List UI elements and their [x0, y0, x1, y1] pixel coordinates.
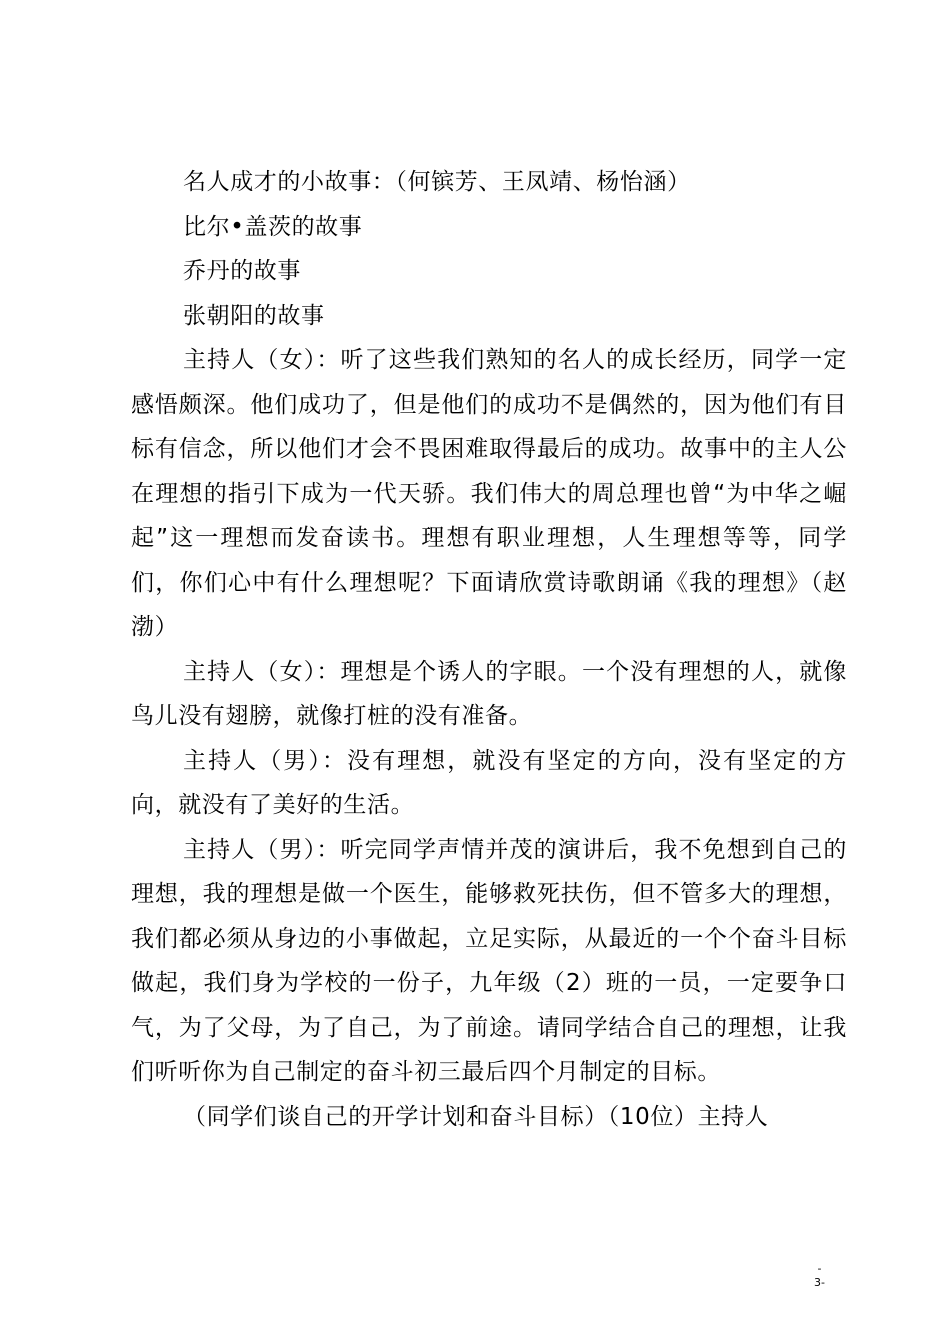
page-number-value: 3- [814, 1276, 825, 1289]
paragraph-story-zhang-chaoyang: 张朝阳的故事 [183, 302, 325, 329]
paragraph-story-bill-gates: 比尔•盖茨的故事 [183, 213, 363, 240]
page-number-dash: - [817, 1262, 822, 1275]
paragraph-host-female-1: 主持人（女）：听了这些我们熟知的名人的成长经历，同学一定感悟颇深。他们成功了，但是他们的成功不是偶然的，因为他们有目标有信念，所以他们才会不畏困难取得最后的成功。故事中的主人公在理想的指引下成为一代天骄。我们伟大的周总理也曾“为中华之崛起”这一理想而发奋读书。理想有职业理想，人生理想等等，同学们，你们心中有什么理想呢？下面请欣赏诗歌朗诵《我的理想》（赵渤） [131, 347, 847, 640]
document-body [131, 160, 847, 1139]
paragraph-host-male-1: 主持人（男）：没有理想，就没有坚定的方向，没有坚定的方向，就没有了美好的生活。 [131, 747, 847, 818]
page-number [814, 1262, 825, 1290]
paragraph-host-male-2: 主持人（男）：听完同学声情并茂的演讲后，我不免想到自己的理想，我的理想是做一个医生，能够救死扶伤，但不管多大的理想，我们都必须从身边的小事做起，立足实际，从最近的一个个奋斗目标做起，我们身为学校的一份子，九年级（2）班的一员，一定要争口气，为了父母，为了自己，为了前途。请同学结合自己的理想，让我们听听你为自己制定的奋斗初三最后四个月制定的目标。 [131, 836, 847, 1085]
paragraph-students-goals: （同学们谈自己的开学计划和奋斗目标）（10位）主持人 [183, 1103, 769, 1130]
paragraph-host-female-2: 主持人（女）：理想是个诱人的字眼。一个没有理想的人，就像鸟儿没有翅膀，就像打桩的没有准备。 [131, 658, 847, 729]
paragraph-story-jordan: 乔丹的故事 [183, 258, 301, 284]
paragraph-story-heading: 名人成才的小故事：（何镔芳、王凤靖、杨怡涵） [183, 169, 691, 195]
